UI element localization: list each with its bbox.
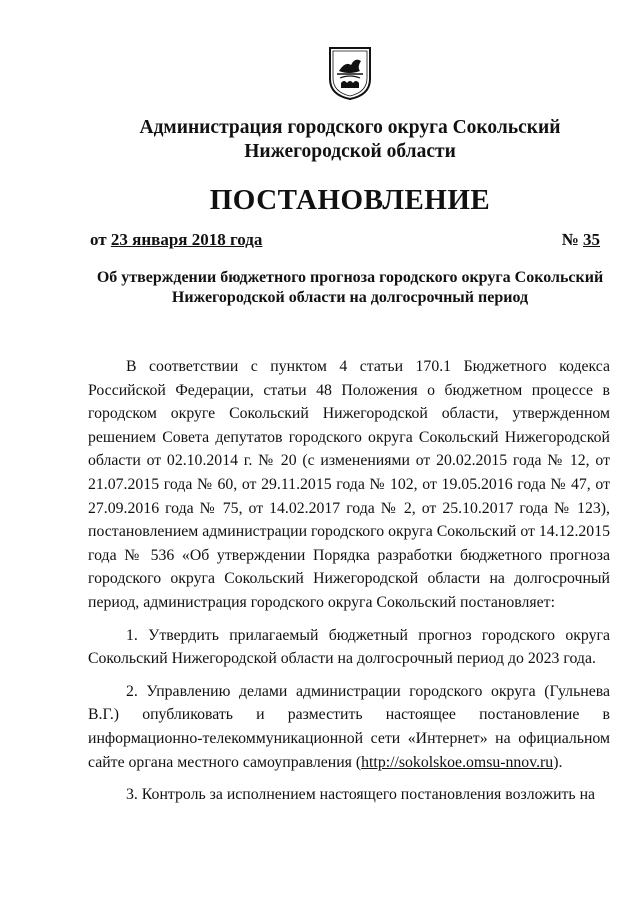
- document-date: [90, 230, 262, 250]
- coat-of-arms-icon: [327, 45, 373, 101]
- subject-line-1: Об утверждении бюджетного прогноза городского округа Сокольский: [96, 269, 604, 286]
- number-prefix: №: [561, 230, 583, 249]
- preamble-paragraph: В соответствии с пунктом 4 статьи 170.1 Бюджетного кодекса Российской Федерации, статьи 48 Положения о бюджетном процессе в городском округе Сокольский Нижегородской области, утвержденном решением Совета депутатов городского округа Сокольский Нижегородской области от 02.10.2014 г. № 20 (с изменениями от 20.02.2015 года № 12, от 21.07.2015 года № 60, от 29.11.2015 года № 102, от 19.05.2016 года № 47, от 27.09.2016 года № 75, от 14.02.2017 года № 2, от 25.10.2017 года № 123), постановлением администрации городского округа Сокольский от 14.12.2015 года № 536 «Об утверждении Порядка разработки бюджетного прогноза городского округа Сокольский Нижегородской области на долгосрочный период, администрация городского округа Сокольский постановляет:: [88, 358, 610, 611]
- item-1-paragraph: 1. Утвердить прилагаемый бюджетный прогноз городского округа Сокольский Нижегородской области на долгосрочный период до 2023 года.: [88, 626, 610, 668]
- subject-line-2: Нижегородской области на долгосрочный период: [171, 289, 529, 306]
- organization-name: Администрация городского округа Сокольский: [139, 117, 561, 138]
- date-value: 23 января 2018 года: [110, 230, 263, 249]
- organization-region: Нижегородской области: [244, 141, 456, 162]
- date-prefix: от: [90, 230, 111, 249]
- item-2-paragraph: [88, 680, 610, 774]
- website-link[interactable]: http://sokolskoe.omsu-nnov.ru: [361, 753, 554, 771]
- document-subject: [90, 268, 610, 308]
- number-value: 35: [583, 230, 600, 249]
- item-2-text: 2. Управлению делами администрации городского округа (Гульнева В.Г.) опубликовать и разместить настоящее постановление в информационно-телекоммуникационной сети «Интернет» на официальном сайте органа местного самоуправления (: [88, 682, 610, 771]
- document-title: ПОСТАНОВЛЕНИЕ: [209, 184, 491, 216]
- document-body: [88, 355, 610, 807]
- document-number: [562, 230, 600, 250]
- item-2-end: ).: [553, 753, 563, 771]
- item-3-paragraph: 3. Контроль за исполнением настоящего постановления возложить на: [126, 786, 596, 804]
